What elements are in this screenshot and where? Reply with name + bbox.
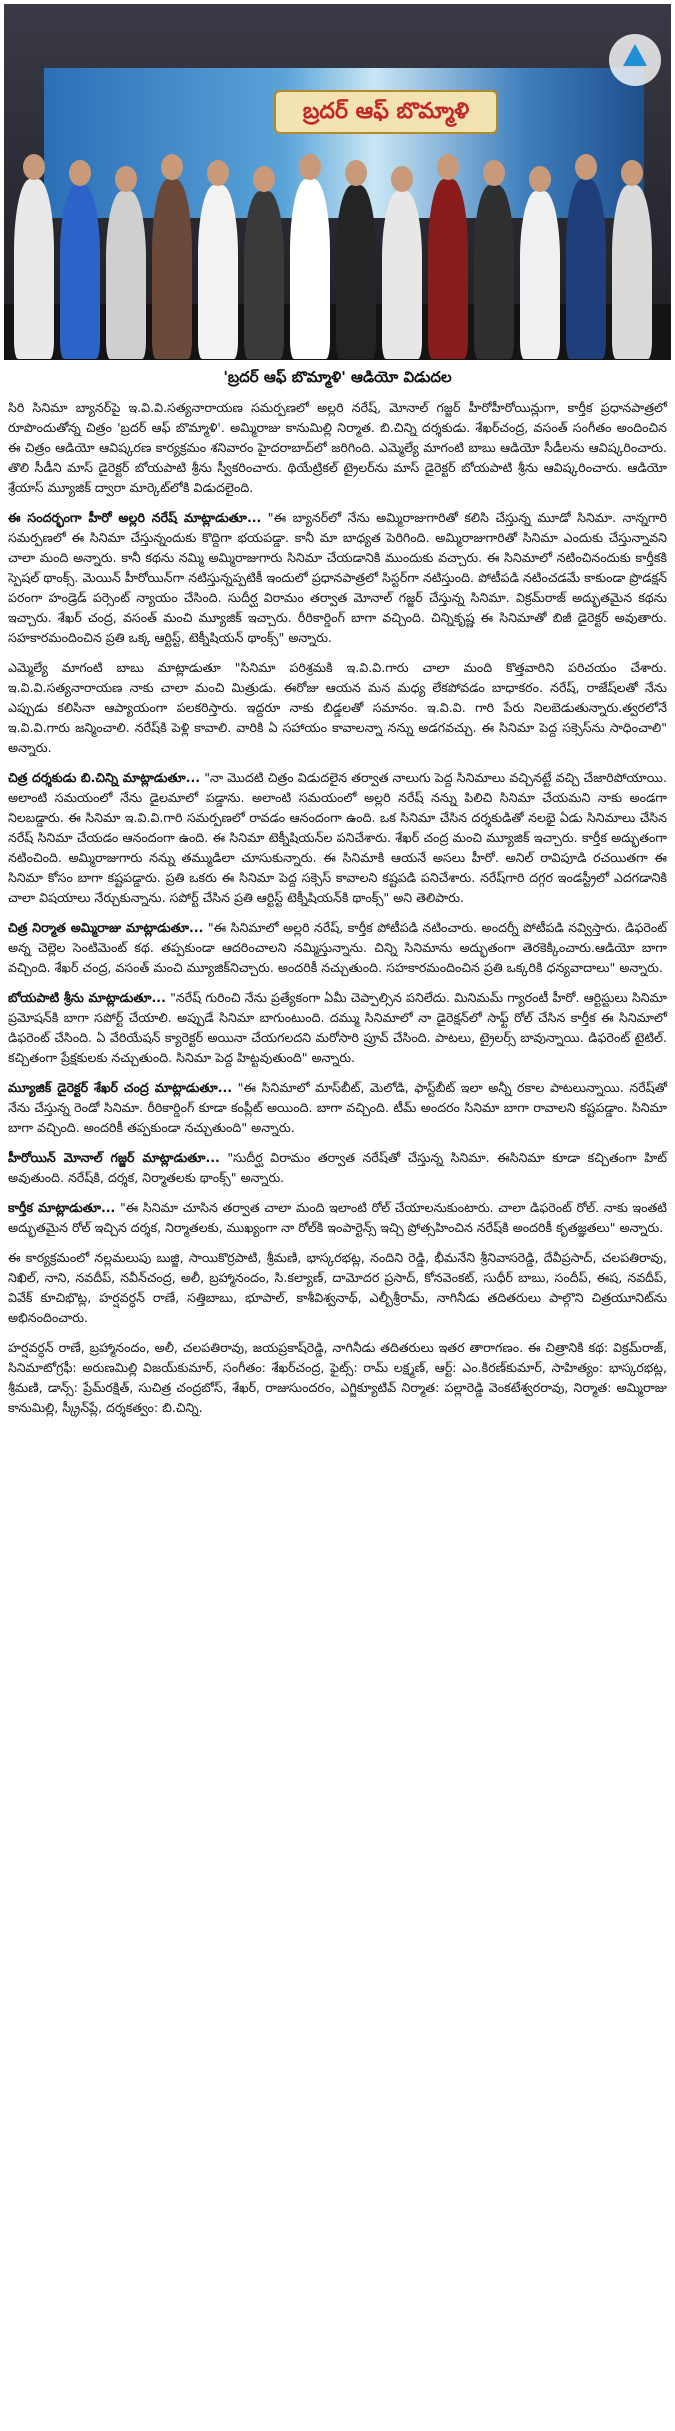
article-paragraph — [8, 1078, 667, 1138]
article-paragraph — [8, 658, 667, 758]
guest-head — [391, 166, 413, 192]
guest-head — [345, 160, 367, 186]
speaker-label: హీరోయిన్ మోనాల్ గజ్జర్ మాట్లాడుతూ... — [8, 1150, 220, 1165]
paragraph-text: ఈ కార్యక్రమంలో నల్లమలుపు బుజ్జి, సాయికొర్రపాటి, శ్రీమణి, భాస్కరభట్ల, నందిని రెడ్డి, భీమనేని శ్రీనివాసరెడ్డి, దేవీప్రసాద్, చలపతిరావు, నిఖిల్, నాని, నవదీప్, నవీన్‌చంద్ర, అలీ, బ్రహ్మానందం, సి.కల్యాణ్, దామోదర ప్రసాద్, కోనవెంకట్, సుధీర్ బాబు, సందీప్, ఈష, నవదీప్, వివేక్ కూచిభొట్ల, హర్షవర్ధన్ రాణే, సత్తిబాబు, భూపాల్, కాశీవిశ్వనాథ్, ఎల్బీశ్రీరామ్, నాగినీడు తదితరులు పాల్గొని చిత్రయూనిట్‌ను అభినందించారు. — [8, 1250, 667, 1325]
article-paragraph — [8, 1198, 667, 1238]
headline: 'బ్రదర్ ఆఫ్ బొమ్మాళి' ఆడియో విడుదల — [223, 368, 452, 386]
guest-figure — [198, 185, 238, 359]
paragraph-text: ఎమ్మెల్యే మాగంటి బాబు మాట్లాడుతూ "సినిమా పరిశ్రమకి ఇ.వి.వి.గారు చాలా మంది కొత్తవారిని పరిచయం చేశారు. ఇ.వి.వి.సత్యనారాయణ నాకు చాలా మంచి మిత్రుడు. ఈరోజు ఆయన మన మధ్య లేకపోవడం బాధాకరం. నరేష్, రాజేష్‌లతో నేను ఎప్పుడు కలిసినా ఆప్యాయంగా పలకరిస్తారు. ఇద్దరూ నాకు బిడ్డలతో సమానం. ఇ.వి.వి. గారి పేరు నిలబెడుతున్నారు.త్వరలోనే ఇ.వి.వి.గారు జన్మించాలి. నరేష్‌కి పెళ్లి కావాలి. వారికి ఏ సహాయం కావాలన్నా నన్ను అడగవచ్చు. ఈ సినిమా పెద్ద సక్సెస్‌ను సాధించాలి" అన్నారు. — [8, 660, 667, 755]
guest-figure — [612, 185, 652, 359]
guest-head — [437, 154, 459, 180]
event-photo — [4, 4, 671, 360]
guest-figure — [106, 191, 146, 359]
guest-head — [621, 160, 643, 186]
guest-head — [299, 154, 321, 180]
speaker-label: చిత్ర దర్శకుడు బి.చిన్ని మాట్లాడుతూ... — [8, 770, 201, 785]
guest-figure — [566, 179, 606, 359]
guest-figure — [152, 179, 192, 359]
paragraph-text: "ఈ బ్యానర్‌లో నేను అమ్మిరాజుగారితో కలిసి చేస్తున్న మూడో సినిమా. నాన్నగారి సమర్పణలో ఈ సినిమా చేస్తున్నందుకు కొద్దిగా భయపడ్డా. కానీ మా బాధ్యత పెరిగింది. అమ్మిరాజుగారితో సినిమా ఎందుకు చేస్తున్నావని చాలా మంది అన్నారు. కానీ కథను నమ్మి అమ్మిరాజుగారు సినిమా చేయడానికి ముందుకు వచ్చారు. ఈ సినిమాలో నటించినందుకు కార్తీకకి స్పెషల్ థాంక్స్. మెయిన్ హీరోయిన్‌గా నటిస్తున్నప్పటికీ ఇందులో ప్రధానపాత్రలో సిస్టర్‌గా నటిస్తుంది. పోటీపడి నటించడమే కాకుండా ప్రొడక్షన్ పరంగా హండ్రెడ్ పర్సెంట్ న్యాయం చేసింది. సుదీర్ఘ విరామం తర్వాత మోనాల్ గజ్జర్ చేస్తున్న సినిమా. విక్రమ్‌రాజ్ అద్భుతమైన కథను ఇచ్చారు. శేఖర్ చంద్ర, వసంత్ మంచి మ్యూజిక్ ఇచ్చారు. రీరికార్డింగ్ బాగా వచ్చింది. చిన్నికృష్ణ ఈ సినిమాతో బిజీ డైరెక్టర్ అవుతారు. సహకారమందించిన ప్రతి ఒక్క ఆర్టిస్ట్, టెక్నీషియన్ థాంక్స్" అన్నారు. — [8, 510, 667, 645]
triangle-logo-icon — [609, 34, 661, 86]
article-paragraph — [8, 988, 667, 1068]
speaker-label: మ్యూజిక్ డైరెక్టర్ శేఖర్ చంద్ర మాట్లాడుతూ... — [8, 1080, 233, 1095]
article-paragraph — [8, 508, 667, 648]
guest-figure — [290, 179, 330, 359]
article-paragraph — [8, 1338, 667, 1418]
guest-figure — [474, 185, 514, 359]
movie-title-logo: బ్రదర్ ఆఫ్ బొమ్మాళి — [274, 90, 498, 134]
paragraph-text: "నా మొదటి చిత్రం విడుదలైన తర్వాత నాలుగు పెద్ద సినిమాలు వచ్చినట్టే వచ్చి చేజారిపోయాయి. అలాంటి సమయంలో నేను డైలమాలో పడ్డాను. అలాంటి సమయంలో అల్లరి నరేష్ నన్ను పిలిచి సినిమా చేయమని నాకు అండగా నిలబడ్డారు. ఈ సినిమా ఇ.వి.వి.గారి సమర్పణలో రావడం ఆనందంగా ఉంది. ఒక సినిమా చేసిన దర్శకుడితో నలభై ఏడు సినిమాలు చేసిన నరేష్ సినిమా చేయడం ఆనందంగా ఉంది. ఈ సినిమా టెక్నీషియన్‌ల పనిచేశారు. శేఖర్ చంద్ర మంచి మ్యూజిక్ ఇచ్చారు. కార్తీక అద్భుతంగా నటించింది. అమ్మిరాజుగారు నన్ను తమ్ముడిలా చూసుకున్నారు. ఈ సినిమాకి ఆయనే అసలు హీరో. అనిల్ రావిపూడి రచయితగా ఈ సినిమా కోసం బాగా కష్టపడ్డారు. ప్రతి ఒకరు ఈ సినిమా పెద్ద సక్సెస్ కావాలని కష్టపడి పనిచేశారు. నరేష్‌గారి దగ్గర ఇండస్ట్రీలో ఎదగడానికి చాలా విషయాలు నేర్చుకున్నాను. సపోర్ట్ చేసిన ప్రతి ఆర్టిస్ట్ టెక్నీషియన్‌కి థాంక్స్" అని తెలిపారు. — [8, 770, 667, 905]
paragraph-text: హర్షవర్ధన్ రాణే, బ్రహ్మానందం, అలీ, చలపతిరావు, జయప్రకాష్‌రెడ్డి, నాగినీడు తదితరులు ఇతర తారాగణం. ఈ చిత్రానికి కథ: విక్రమ్‌రాజ్, సినిమాటోగ్రఫీ: అరుణమిల్లి విజయ్‌కుమార్, సంగీతం: శేఖర్‌చంద్ర, ఫైట్స్: రామ్ లక్ష్మణ్, ఆర్ట్: ఎం.కిరణ్‌కుమార్, సాహిత్యం: భాస్కరభట్ల, శ్రీమణి, డాన్స్: ప్రేమ్‌రక్షిత్, సుచిత్ర చంద్రబోస్, శేఖర్, రాజుసుందరం, ఎగ్జిక్యూటివ్ నిర్మాత: పల్లారెడ్డి వెంకటేశ్వరరావు, నిర్మాత: అమ్మిరాజు కానుమిల్లి, స్క్రీన్‌ప్లే, దర్శకత్వం: బి.చిన్ని. — [8, 1340, 667, 1415]
guest-figure — [244, 191, 284, 359]
guest-head — [207, 160, 229, 186]
guest-head — [23, 154, 45, 180]
guest-head — [529, 166, 551, 192]
guest-figure — [336, 185, 376, 359]
guest-figure — [382, 191, 422, 359]
article-paragraph — [8, 768, 667, 908]
article-paragraph — [8, 1148, 667, 1188]
guest-figure — [14, 179, 54, 359]
guest-head — [69, 160, 91, 186]
paragraph-text: "ఈ సినిమాలో మాస్‌బీట్, మెలోడి, ఫాస్ట్‌బీట్ ఇలా అన్నీ రకాల పాటలున్నాయి. నరేష్‌తో నేను చేస్తున్న రెండో సినిమా. రీరికార్డింగ్ కూడా కంప్లీట్ అయింది. బాగా వచ్చింది. టీమ్ అందరం సినిమా బాగా రావాలని కష్టపడ్డాం. సినిమా బాగా వచ్చింది. అందరికీ తప్పకుండా నచ్చుతుంది" అన్నారు. — [8, 1080, 667, 1135]
guest-figure — [60, 185, 100, 359]
guest-head — [115, 166, 137, 192]
paragraph-text: "ఈ సినిమా చూసిన తర్వాత చాలా మంది ఇలాంటి రోల్ చేయాలనుకుంటారు. చాలా డిఫరెంట్ రోల్. నాకు ఇంతటి అద్భుతమైన రోల్ ఇచ్చిన దర్శక, నిర్మాతలకు, ముఖ్యంగా నా రోల్‌కి ఇంపార్టెన్స్ ఇచ్చి ప్రోత్సహించిన నరేష్‌కి అందరికీ కృతజ్ఞతలు" అన్నారు. — [8, 1200, 668, 1235]
article — [8, 368, 667, 1428]
article-paragraph — [8, 1248, 667, 1328]
paragraph-text: "ఈ సినిమాలో అల్లరి నరేష్, కార్తీక పోటీపడి నటించారు. అందర్నీ పోటీపడి నవ్విస్తారు. డిఫరెంట్ అన్న చెల్లెల సెంటిమెంట్ కథ. తప్పకుండా ఆదరించాలని నమ్మిస్తున్నాను. చిన్ని సినిమాను అద్భుతంగా తెరకెక్కించారు.ఆడియో బాగా వచ్చింది. శేఖర్ చంద్ర, వసంత్ మంచి మ్యూజిక్‌నిచ్చారు. అందరికీ నచ్చుతుంది. సహకారమందించిన ప్రతి ఒక్కరికి ధన్యవాదాలు" అన్నారు. — [8, 920, 667, 975]
speaker-label: చిత్ర నిర్మాత అమ్మిరాజు మాట్లాడుతూ... — [8, 920, 204, 935]
guest-head — [575, 154, 597, 180]
speaker-label: ఈ సందర్భంగా హీరో అల్లరి నరేష్ మాట్లాడుతూ... — [8, 510, 262, 525]
paragraph-text: "నరేష్ గురించి నేను ప్రత్యేకంగా ఏమీ చెప్పాల్సిన పనిలేదు. మినిమమ్ గ్యారంటీ హీరో. ఆర్టిస్టులు సినిమా ప్రమోషన్‌కి బాగా సపోర్ట్ చేయాలి. అప్పుడే సినిమా బాగుంటుంది. దమ్ము సినిమాలో నా డైరెక్షన్‌లో సాఫ్ట్ రోల్ చేసిన కార్తీక ఈ సినిమాలో డిఫరెంట్ చేసింది. ఏ వేరియేషన్ క్యారెక్టర్ అయినా చేయగలదని మరోసారి ప్రూవ్ చేసింది. పాటలు, ట్రైలర్స్ బావున్నాయి. డిఫరెంట్ టైటిల్. కచ్చితంగా ప్రేక్షకులకు నచ్చుతుంది. సినిమా పెద్ద హిట్టవుతుంది" అన్నారు. — [8, 990, 667, 1065]
guest-head — [161, 154, 183, 180]
article-body — [8, 508, 667, 1418]
guest-head — [253, 166, 275, 192]
guest-head — [483, 160, 505, 186]
speaker-label: బోయపాటి శ్రీను మాట్లాడుతూ... — [8, 990, 166, 1005]
paragraph-text: "సుదీర్ఘ విరామం తర్వాత నరేష్‌తో చేస్తున్న సినిమా. ఈసినిమా కూడా కచ్చితంగా హిట్ అవుతుంది. నరేష్‌కి, దర్శక, నిర్మాతలకు థాంక్స్" అన్నారు. — [8, 1150, 667, 1185]
speaker-label: కార్తీక మాట్లాడుతూ... — [8, 1200, 116, 1215]
intro-paragraph: సిరి సినిమా బ్యానర్‌పై ఇ.వి.వి.సత్యనారాయణ సమర్పణలో అల్లరి నరేష్, మోనాల్ గజ్జర్ హీరోహీరోయిన్లుగా, కార్తీక ప్రధానపాత్రలో రూపొందుతోన్న చిత్రం 'బ్రదర్ ఆఫ్ బొమ్మాళి'. అమ్మిరాజు కానుమిల్లి నిర్మాత. బి.చిన్ని దర్శకుడు. శేఖర్‌చంద్ర, వసంత్ సంగీతం అందించిన ఈ చిత్రం ఆడియో ఆవిష్కరణ కార్యక్రమం శనివారం హైదరాబాద్‌లో జరిగింది. ఎమ్మెల్యే మాగంటి బాబు ఆడియో సీడీలను ఆవిష్కరించారు. తొలి సీడీని మాస్ డైరెక్టర్ బోయపాటి శ్రీను స్వీకరించారు. థియేట్రికల్ ట్రైలర్‌ను మాస్ డైరెక్టర్ బోయపాటి శ్రీను ఆవిష్కరించారు. ఆడియో శ్రేయాస్ మ్యూజిక్ ద్వారా మార్కెట్‌లోకి విడుదలైంది. — [8, 400, 667, 495]
article-paragraph — [8, 918, 667, 978]
guest-figure — [428, 179, 468, 359]
guest-figure — [520, 191, 560, 359]
